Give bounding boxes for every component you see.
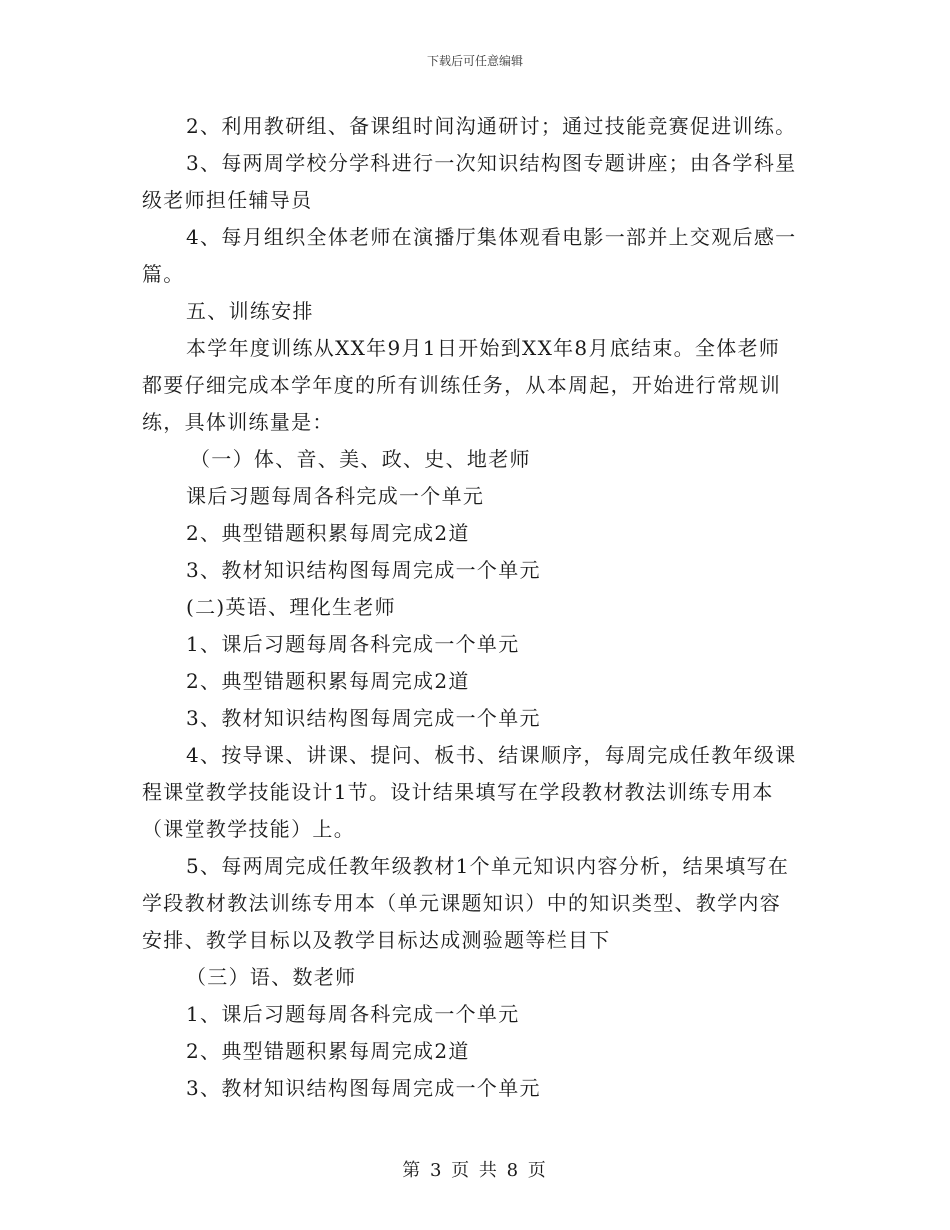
paragraph-line: 4、每月组织全体老师在演播厅集体观看电影一部并上交观后感一 <box>186 225 797 249</box>
subsection-heading: （三）语、数老师 <box>186 965 357 989</box>
list-item: 2、典型错题积累每周完成2道 <box>186 669 470 693</box>
page-header: 下载后可任意编辑 <box>426 54 523 68</box>
list-item: 3、教材知识结构图每周完成一个单元 <box>186 1076 541 1100</box>
paragraph-line: 篇。 <box>142 262 185 286</box>
paragraph-line: 安排、教学目标以及教学目标达成测验题等栏目下 <box>142 928 611 952</box>
list-item: 2、典型错题积累每周完成2道 <box>186 1039 470 1063</box>
paragraph-line: 程课堂教学技能设计1节。设计结果填写在学段教材教法训练专用本 <box>142 780 774 804</box>
list-item: 1、课后习题每周各科完成一个单元 <box>186 1002 520 1026</box>
list-item: 3、教材知识结构图每周完成一个单元 <box>186 558 541 582</box>
list-item: 5、每两周完成任教年级教材1个单元知识内容分析，结果填写在 <box>186 854 790 878</box>
paragraph-line: 级老师担任辅导员 <box>142 188 313 212</box>
paragraph-line: 练，具体训练量是： <box>142 410 334 434</box>
list-item: 2、典型错题积累每周完成2道 <box>186 521 470 545</box>
list-item: 4、按导课、讲课、提问、板书、结课顺序，每周完成任教年级课 <box>186 743 797 767</box>
paragraph-line: 都要仔细完成本学年度的所有训练任务，从本周起，开始进行常规训 <box>142 373 781 397</box>
subsection-heading: (二)英语、理化生老师 <box>186 595 396 619</box>
page-number-footer: 第 3 页 共 8 页 <box>402 1160 548 1181</box>
paragraph-line: 学段教材教法训练专用本（单元课题知识）中的知识类型、教学内容 <box>142 891 781 915</box>
list-item: 课后习题每周各科完成一个单元 <box>186 484 485 508</box>
paragraph-line: 2、利用教研组、备课组时间沟通研讨；通过技能竞赛促进训练。 <box>186 114 797 138</box>
list-item: 1、课后习题每周各科完成一个单元 <box>186 632 520 656</box>
paragraph-line: 3、每两周学校分学科进行一次知识结构图专题讲座；由各学科星 <box>186 151 797 175</box>
document-body <box>142 108 812 1107</box>
paragraph-line: （课堂教学技能）上。 <box>142 817 355 841</box>
section-heading: 五、训练安排 <box>186 299 314 323</box>
paragraph-line: 本学年度训练从XX年9月1日开始到XX年8月底结束。全体老师 <box>186 336 781 360</box>
subsection-heading: （一）体、音、美、政、史、地老师 <box>190 447 531 471</box>
list-item: 3、教材知识结构图每周完成一个单元 <box>186 706 541 730</box>
